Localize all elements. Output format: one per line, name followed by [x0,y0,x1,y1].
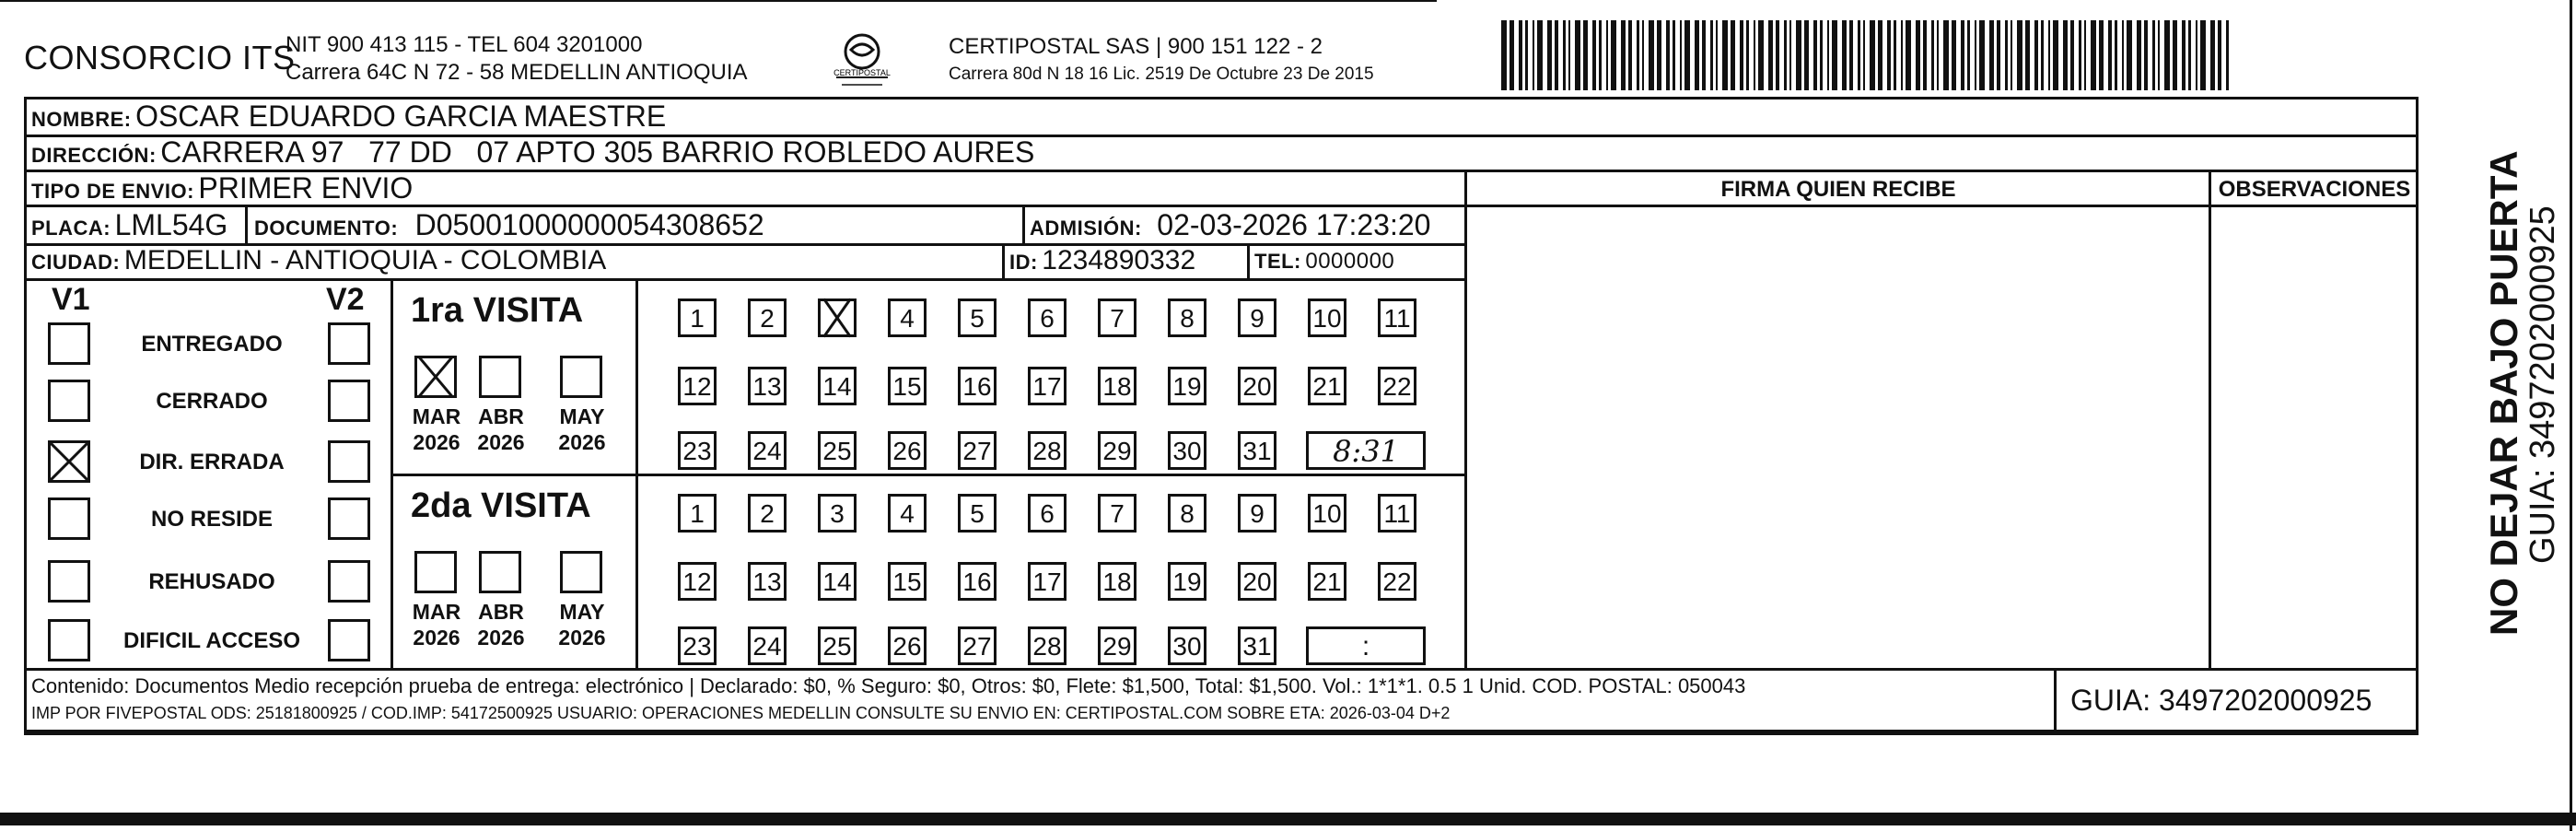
firma-header: FIRMA QUIEN RECIBE [1720,177,1956,202]
direccion-label: DIRECCIÓN: [31,144,157,167]
barcode-bar [2108,20,2112,90]
day-box[interactable]: 29 [1098,626,1136,665]
barcode-bar [2011,20,2012,90]
certipostal-logo-icon [827,29,897,94]
day-box[interactable]: 20 [1238,562,1276,601]
nit-line: NIT 900 413 115 - TEL 604 3201000 [286,32,643,57]
day-box[interactable]: 5 [958,494,997,533]
tel-value: 0000000 [1305,249,1395,274]
barcode-bar [1870,20,1875,90]
day-box[interactable]: 8 [1168,494,1206,533]
day-box[interactable]: 12 [678,562,717,601]
visit-title: 1ra VISITA [411,291,584,330]
row-rule [24,732,2419,735]
month-checkbox[interactable] [560,551,602,593]
barcode-bar [2017,20,2022,90]
day-box[interactable]: 5 [958,298,997,337]
barcode-bar [1537,20,1543,90]
month-label [472,404,530,455]
placa-label: PLACA: [31,217,111,240]
certipostal-address: Carrera 80d N 18 16 Lic. 2519 De Octubre 23 De 2015 [949,64,1374,84]
day-box[interactable]: 28 [1028,431,1067,470]
day-box[interactable]: 17 [1028,367,1067,405]
barcode-bar [2041,20,2044,90]
day-box[interactable]: 27 [958,431,997,470]
ciudad-label: CIUDAD: [31,251,121,274]
barcode-bar [1931,20,1934,90]
day-box[interactable]: 1 [678,494,717,533]
barcode-bar [1592,20,1596,90]
day-box[interactable]: 9 [1238,298,1276,337]
barcode-bar [1673,20,1675,90]
day-box[interactable]: 10 [1308,494,1346,533]
day-box[interactable]: 31 [1238,431,1276,470]
side-guia-number: GUIA: 3497202000925 [2524,205,2562,564]
barcode-bar [1547,20,1552,90]
day-box[interactable]: 21 [1308,562,1346,601]
status-v2-checkbox[interactable] [328,560,370,603]
footer-line-1: Contenido: Documentos Medio recepción prueba de entrega: electrónico | Declarado: $0, % Seguro: $0, Otros: $0, Flete: $1,500, Total: $1,500. Vol.: 1*1*1. 0.5 1 Unid. COD. POSTAL: 050043 [31,674,1746,697]
barcode-bar [2034,20,2038,90]
month-name: MAR [412,404,461,428]
ciudad-row [31,245,606,276]
barcode-bar [1863,20,1865,90]
direccion-row [31,135,1034,170]
company-name: CONSORCIO ITS [24,39,296,76]
company-address: Carrera 64C N 72 - 58 MEDELLIN ANTIOQUIA [286,60,748,85]
month-checkbox[interactable] [479,356,521,398]
status-label: REHUSADO [148,569,275,594]
placa-value: LML54G [114,208,228,241]
barcode-bar [1975,20,1976,90]
firma-area[interactable] [1468,208,2207,666]
barcode-bar [1599,20,1602,90]
barcode-bar [1606,20,1608,90]
top-rule [0,0,1437,2]
day-box[interactable]: 15 [888,562,927,601]
barcode-bar [1568,20,1570,90]
id-value: 1234890332 [1042,245,1196,275]
day-box[interactable]: 28 [1028,626,1067,665]
id-cell [1009,245,1195,276]
visit-time-field[interactable]: : [1306,626,1426,665]
row-rule [1464,205,2419,207]
day-box[interactable]: 6 [1028,494,1067,533]
month-checkbox[interactable] [414,551,457,593]
month-name: MAY [559,600,605,624]
month-label [553,599,612,650]
barcode-bar [2025,20,2030,90]
month-year: 2026 [477,626,525,650]
status-label: DIR. ERRADA [139,450,285,474]
v2-header: V2 [326,282,365,317]
barcode-bar [1695,20,1699,90]
row-rule [390,474,1464,476]
status-v1-checkbox[interactable] [48,560,90,603]
nombre-row [31,99,666,134]
day-box[interactable]: 27 [958,626,997,665]
barcode-bar [2053,20,2058,90]
no-dejar-notice: NO DEJAR BAJO PUERTA [2482,150,2525,636]
observaciones-area[interactable] [2212,208,2417,666]
barcode-bar [2137,20,2141,90]
status-v2-checkbox[interactable] [328,380,370,422]
day-box[interactable]: 15 [888,367,927,405]
barcode-bar [2182,20,2186,90]
barcode-bar [2122,20,2124,90]
barcode-bar [1722,20,1728,90]
barcode-bar [1621,20,1626,90]
barcode-bar [1832,20,1837,90]
col-rule [2209,170,2211,668]
barcode-bar [1943,20,1949,90]
tipo-row [31,171,413,205]
barcode-bar [1642,20,1644,90]
day-box[interactable]: 20 [1238,367,1276,405]
barcode-bar [1746,20,1749,90]
tipo-value: PRIMER ENVIO [198,171,414,205]
nombre-value: OSCAR EDUARDO GARCIA MAESTRE [135,99,667,133]
bottom-rule [0,813,2576,825]
barcode-bar [1501,20,1507,90]
day-box[interactable]: 23 [678,626,717,665]
barcode-bar [1849,20,1853,90]
barcode-bar [2070,20,2074,90]
barcode-bar [1789,20,1791,90]
month-label [553,404,612,455]
month-year: 2026 [558,626,606,650]
status-v1-checkbox[interactable] [48,380,90,422]
day-box[interactable]: 21 [1308,367,1346,405]
day-box[interactable]: 2 [748,298,787,337]
barcode-bar [1894,20,1896,90]
col-rule [1022,205,1025,243]
barcode-bar [1680,20,1682,90]
barcode-bar [1754,20,1755,90]
certipostal-info [949,33,1374,88]
direccion-value: CARRERA 97 77 DD 07 APTO 305 BARRIO ROBLEDO AURES [160,135,1035,169]
status-v1-checkbox[interactable] [48,497,90,540]
day-box[interactable]: 2 [748,494,787,533]
barcode-bar [1923,20,1927,90]
status-v2-checkbox[interactable] [328,497,370,540]
barcode [1501,20,2238,90]
barcode-bar [2158,20,2160,90]
month-checkbox[interactable] [414,356,457,398]
barcode-bar [2144,20,2148,90]
day-box[interactable]: 11 [1378,494,1416,533]
day-box[interactable]: 4 [888,298,927,337]
col-rule [245,205,248,243]
barcode-bar [1731,20,1735,90]
barcode-bar [2127,20,2132,90]
barcode-bar [1997,20,2000,90]
documento-cell [254,208,764,242]
day-box[interactable]: 25 [818,626,857,665]
day-box[interactable]: 16 [958,562,997,601]
visit-title: 2da VISITA [411,486,591,525]
barcode-bar [1611,20,1616,90]
barcode-bar [1702,20,1706,90]
barcode-bar [1952,20,1956,90]
day-box[interactable]: 29 [1098,431,1136,470]
barcode-bar [1989,20,1994,90]
status-v1-checkbox[interactable] [48,440,90,483]
barcode-bar [2196,20,2197,90]
guia-number: GUIA: 3497202000925 [2070,684,2372,717]
barcode-bar [1519,20,1522,90]
day-box[interactable]: 8 [1168,298,1206,337]
day-box[interactable]: 19 [1168,562,1206,601]
status-v1-checkbox[interactable] [48,322,90,365]
month-name: MAR [412,600,461,624]
month-name: ABR [478,404,524,428]
barcode-bar [1967,20,1970,90]
barcode-bar [2084,20,2086,90]
ciudad-value: MEDELLIN - ANTIOQUIA - COLOMBIA [123,245,607,275]
col-rule [1002,243,1005,278]
day-box[interactable]: 26 [888,626,927,665]
day-box[interactable]: 24 [748,626,787,665]
documento-value: D05001000000054308652 [414,208,764,241]
barcode-bar [2200,20,2206,90]
barcode-bar [1979,20,1985,90]
col-rule [1247,243,1250,278]
day-box[interactable]: 31 [1238,626,1276,665]
day-box[interactable]: 14 [818,367,857,405]
status-v2-checkbox[interactable] [328,619,370,661]
barcode-bar [2005,20,2008,90]
status-v2-checkbox[interactable] [328,322,370,365]
col-rule [2054,668,2057,732]
visit-time-field[interactable]: 8:31 [1306,431,1426,470]
observaciones-header: OBSERVACIONES [2218,177,2411,202]
barcode-bar [2063,20,2068,90]
status-v2-checkbox[interactable] [328,440,370,483]
row-rule [24,668,2419,671]
barcode-bar [1796,20,1801,90]
day-box[interactable]: 22 [1378,367,1416,405]
barcode-bar [2164,20,2170,90]
barcode-bar [1858,20,1860,90]
barcode-bar [1878,20,1882,90]
col-rule [1464,170,1467,668]
day-box[interactable]: 7 [1098,298,1136,337]
barcode-bar [2173,20,2177,90]
documento-label: DOCUMENTO: [254,217,399,240]
day-box[interactable]: 25 [818,431,857,470]
day-box[interactable]: 1 [678,298,717,337]
barcode-bar [1901,20,1903,90]
admision-label: ADMISIÓN: [1030,217,1142,240]
placa-row [31,208,227,242]
tipo-label: TIPO DE ENVIO: [31,180,194,203]
day-box[interactable]: 24 [748,431,787,470]
right-rule [2570,0,2572,831]
barcode-bar [2115,20,2117,90]
barcode-bar [2210,20,2215,90]
barcode-bar [1637,20,1639,90]
barcode-bar [1649,20,1654,90]
day-box[interactable]: 30 [1168,626,1206,665]
barcode-bar [1575,20,1580,90]
barcode-bar [1509,20,1514,90]
barcode-bar [1710,20,1713,90]
id-label: ID: [1009,251,1038,274]
month-year: 2026 [558,430,606,454]
status-v1-checkbox[interactable] [48,619,90,661]
barcode-bar [1961,20,1964,90]
v1-header: V1 [52,282,90,317]
admision-value: 02-03-2026 17:23:20 [1157,208,1431,241]
day-box[interactable]: 13 [748,367,787,405]
day-box[interactable]: 26 [888,431,927,470]
status-label: NO RESIDE [150,507,274,532]
barcode-bar [2048,20,2050,90]
footer-line-2: IMP POR FIVEPOSTAL ODS: 25181800925 / COD.IMP: 54172500925 USUARIO: OPERACIONES MEDELLIN CONSULTE SU ENVIO EN: CERTIPOSTAL.COM SOBRE ETA: 2026-03-04 D+2 [31,704,1451,722]
barcode-bar [1916,20,1920,90]
barcode-bar [1768,20,1773,90]
barcode-bar [1804,20,1809,90]
day-box[interactable]: 23 [678,431,717,470]
nombre-label: NOMBRE: [31,108,132,131]
barcode-bar [2152,20,2155,90]
day-box[interactable]: 19 [1168,367,1206,405]
barcode-bar [2091,20,2096,90]
barcode-bar [1887,20,1891,90]
status-label: DIFICIL ACCESO [122,628,300,653]
barcode-bar [1563,20,1566,90]
barcode-bar [1776,20,1779,90]
day-box[interactable]: 11 [1378,298,1416,337]
company-info [286,31,748,87]
day-box[interactable]: 14 [818,562,857,601]
barcode-bar [1842,20,1847,90]
barcode-bar [1740,20,1743,90]
day-box[interactable]: 4 [888,494,927,533]
month-name: ABR [478,600,524,624]
month-year: 2026 [477,430,525,454]
day-box[interactable]: 10 [1308,298,1346,337]
barcode-bar [1555,20,1558,90]
month-year: 2026 [413,626,460,650]
admision-cell [1030,208,1430,242]
barcode-bar [1906,20,1911,90]
day-box[interactable] [818,298,857,337]
day-box[interactable]: 12 [678,367,717,405]
barcode-bar [1784,20,1787,90]
day-box[interactable]: 17 [1028,562,1067,601]
barcode-bar [2188,20,2191,90]
status-label: ENTREGADO [141,332,283,357]
day-box[interactable]: 7 [1098,494,1136,533]
tel-cell [1254,249,1394,275]
day-box[interactable]: 13 [748,562,787,601]
barcode-bar [1820,20,1823,90]
barcode-bar [1758,20,1764,90]
barcode-bar [2218,20,2221,90]
barcode-bar [1666,20,1670,90]
status-label: CERRADO [156,389,268,414]
barcode-bar [1937,20,1939,90]
certipostal-name: CERTIPOSTAL SAS | 900 151 122 - 2 [949,34,1323,59]
day-box[interactable]: 18 [1098,367,1136,405]
month-label [407,404,466,455]
barcode-bar [1657,20,1661,90]
barcode-bar [1813,20,1817,90]
barcode-bar [1716,20,1718,90]
day-box[interactable]: 16 [958,367,997,405]
day-box[interactable]: 30 [1168,431,1206,470]
month-checkbox[interactable] [479,551,521,593]
day-box[interactable]: 3 [818,494,857,533]
barcode-bar [1533,20,1534,90]
tel-label: TEL: [1254,250,1301,273]
row-rule [24,278,1466,281]
logo-text: CERTIPOSTAL [833,68,891,77]
barcode-bar [1525,20,1528,90]
barcode-bar [2226,20,2229,90]
month-year: 2026 [413,430,460,454]
barcode-bar [1628,20,1632,90]
barcode-bar [2079,20,2081,90]
barcode-bar [2099,20,2104,90]
barcode-bar [1827,20,1829,90]
barcode-bar [1684,20,1690,90]
day-box[interactable]: 18 [1098,562,1136,601]
day-box[interactable]: 9 [1238,494,1276,533]
barcode-bar [1583,20,1588,90]
month-checkbox[interactable] [560,356,602,398]
month-name: MAY [559,404,605,428]
month-label [407,599,466,650]
month-label [472,599,530,650]
day-box[interactable]: 6 [1028,298,1067,337]
day-box[interactable]: 22 [1378,562,1416,601]
